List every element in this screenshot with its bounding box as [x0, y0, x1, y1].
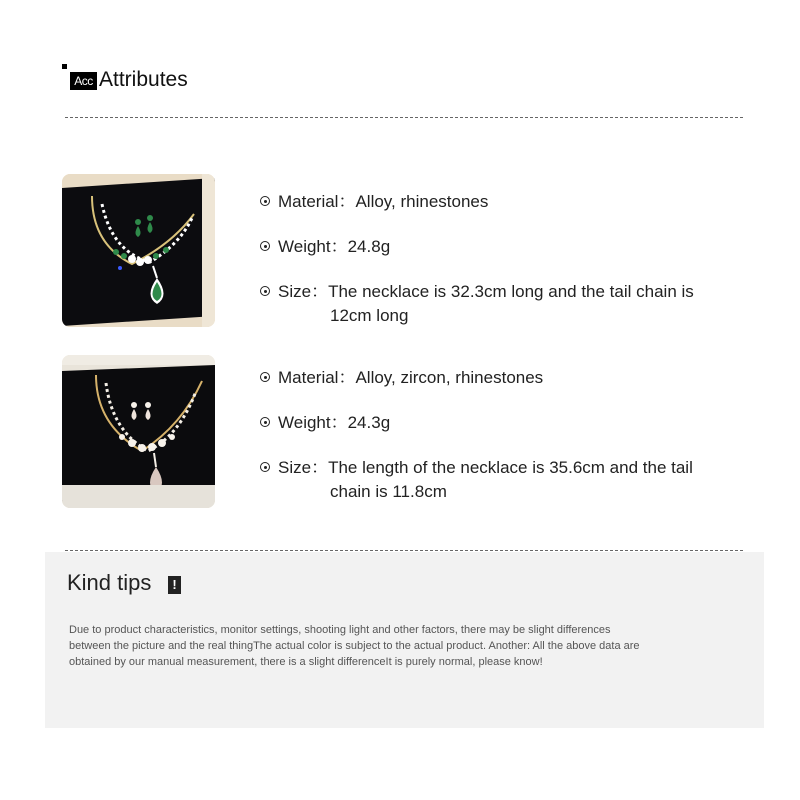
product-2-attributes: [260, 366, 700, 504]
material-text: Material：Alloy, zircon, rhinestones: [278, 368, 544, 387]
size-text: Size：The necklace is 32.3cm long and the tail chain is 12cm long: [278, 282, 694, 325]
attribute-weight: [260, 411, 700, 435]
kind-tips-panel: [45, 552, 764, 728]
emerald-necklace-picture: [62, 174, 215, 327]
attribute-material: [260, 366, 700, 390]
exclamation-icon: !: [168, 576, 181, 594]
kind-tips-text: Due to product characteristics, monitor settings, shooting light and other factors, there may be slight differences between the picture and the real thingThe actual color is subject to the actual product. Another: All the above data are obtained by our manual measurement, there is a slight differenceIt is purely normal, please know!: [69, 624, 640, 668]
weight-text: Weight：24.8g: [278, 237, 391, 256]
header-badge: Acc: [70, 72, 97, 90]
bottom-dashed-divider: [65, 550, 743, 551]
product-image-emerald-set: [62, 174, 215, 327]
bullet-icon: [260, 286, 270, 296]
bullet-icon: [260, 417, 270, 427]
weight-text: Weight：24.3g: [278, 413, 391, 432]
material-text: Material：Alloy, rhinestones: [278, 192, 489, 211]
bullet-icon: [260, 241, 270, 251]
attribute-material: [260, 190, 700, 214]
section-title: Attributes: [99, 68, 188, 91]
header-dot: [62, 64, 67, 69]
attribute-weight: [260, 235, 700, 259]
bullet-icon: [260, 462, 270, 472]
bullet-icon: [260, 196, 270, 206]
top-dashed-divider: [65, 117, 743, 118]
product-image-crystal-set: [62, 355, 215, 508]
attribute-size: [260, 456, 700, 504]
size-text: Size：The length of the necklace is 35.6cm and the tail chain is 11.8cm: [278, 458, 693, 501]
kind-tips-title: Kind tips: [67, 570, 152, 595]
attribute-size: [260, 280, 700, 328]
crystal-necklace-picture: [62, 355, 215, 508]
bullet-icon: [260, 372, 270, 382]
product-1-attributes: [260, 190, 700, 328]
